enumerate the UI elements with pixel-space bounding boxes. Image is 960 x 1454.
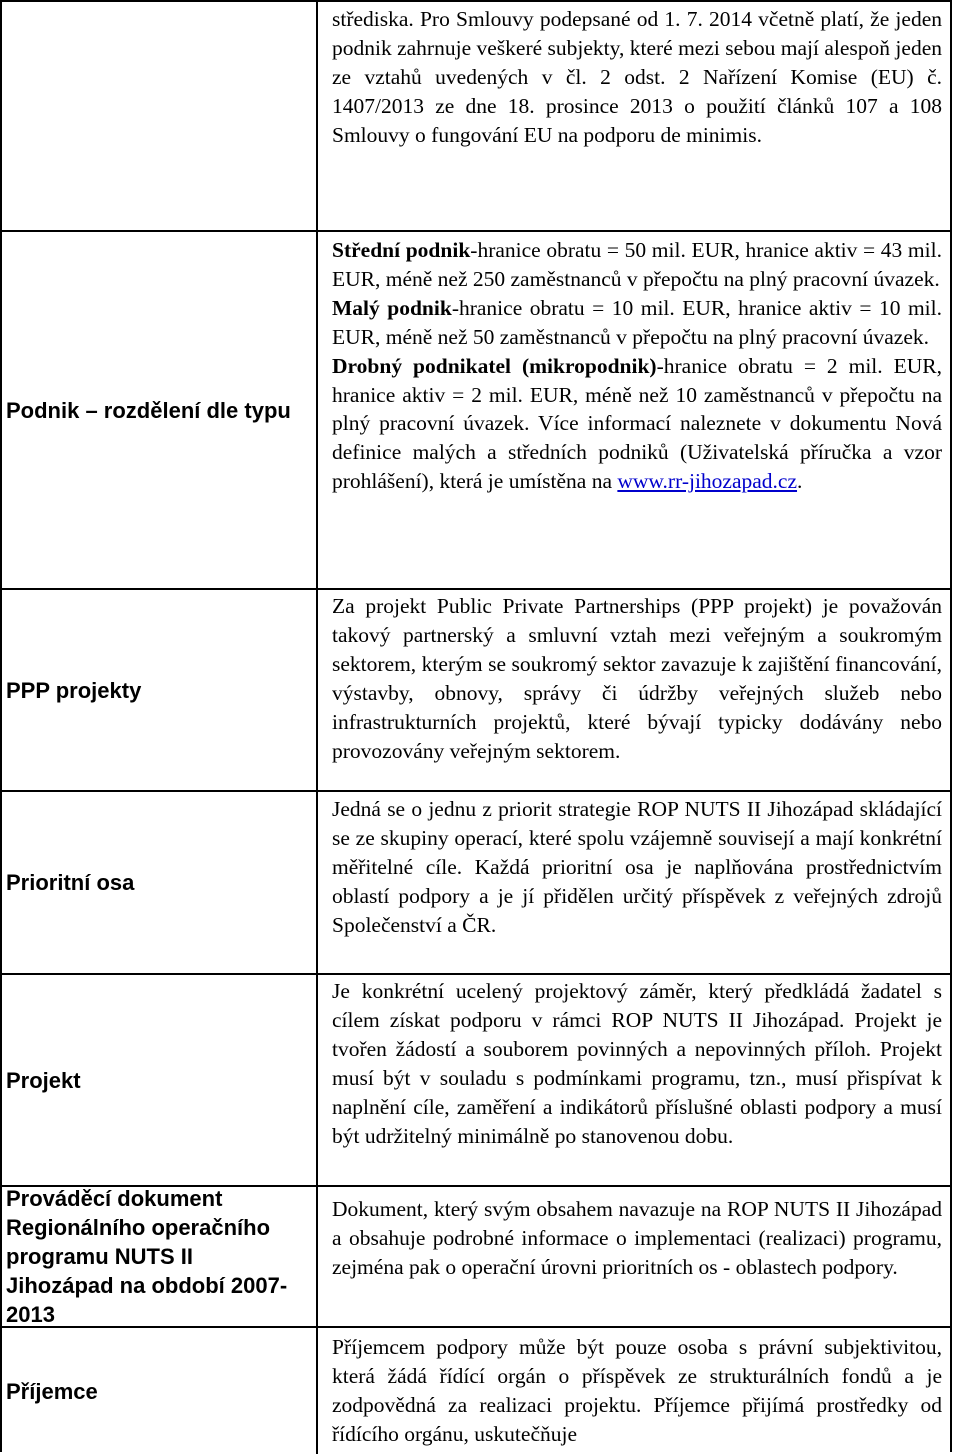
table-row xyxy=(2,1328,950,1454)
term-label: Projekt xyxy=(6,1067,81,1093)
table-row xyxy=(2,1187,950,1328)
small-enterprise-text: -hranice obratu = 10 mil. EUR, hranice aktiv = 10 mil. EUR, méně než 50 zaměstnanců v přepočtu na plný pracovní úvazek. xyxy=(332,295,942,349)
definition-text: Dokument, který svým obsahem navazuje na ROP NUTS II Jihozápad a obsahuje podrobné informace o implementaci (realizaci) programu, zejména pak o operační úrovni prioritních os - oblastech podpory. xyxy=(332,1197,942,1279)
table-row xyxy=(2,232,950,590)
term-label: Prioritní osa xyxy=(6,870,135,895)
definition-text: Jedná se o jednu z priorit strategie ROP NUTS II Jihozápad skládající se ze skupiny operací, které spolu vzájemně souvisejí a mají konkrétní měřitelné cíle. Každá prioritní osa je naplňována prostřednictvím oblastí podpory a je jí přidělen určitý příspěvek z veřejných zdrojů Společenství a ČR. xyxy=(332,797,942,937)
term-cell xyxy=(2,792,318,973)
term-label: Prováděcí dokument Regionálního operačního programu NUTS II Jihozápad na období 2007-2013 xyxy=(6,1186,288,1327)
term-label: Příjemce xyxy=(6,1378,98,1404)
term-label: PPP projekty xyxy=(6,677,142,703)
definition-text: Je konkrétní ucelený projektový záměr, který předkládá žadatel s cílem získat podporu v rámci ROP NUTS II Jihozápad. Projekt je tvořen žádostí a souborem povinných a nepovinných příloh. Projekt musí být v souladu s podmínkami programu, tzn., musí přispívat k naplnění cíle, zaměření a indikátorů příslušné oblasti podpory a musí být udržitelný minimálně po stanovenou dobu. xyxy=(332,979,942,1148)
definition-cell xyxy=(318,792,950,973)
trailing-period: . xyxy=(797,469,803,494)
term-label: Podnik – rozdělení dle typu xyxy=(6,397,291,423)
table-row xyxy=(2,2,950,232)
term-cell xyxy=(2,232,318,588)
small-enterprise-label: Malý podnik xyxy=(332,295,452,320)
definition-cell xyxy=(318,1328,950,1454)
definition-cell xyxy=(318,975,950,1185)
table-row xyxy=(2,590,950,792)
definition-text: Za projekt Public Private Partnerships (PPP projekt) je považován takový partnerský a smluvní vztah mezi veřejným a soukromým sektorem, kterým se soukromý sektor zavazuje k zajištění financování, výstavby, obnovy, správy či údržby veřejných služeb nebo infrastrukturních projektů, které bývají typicky dodávány nebo provozovány veřejným sektorem. xyxy=(332,594,942,763)
definition-cell xyxy=(318,1187,950,1326)
definition-cell xyxy=(318,232,950,588)
micro-enterprise-label: Drobný podnikatel (mikropodnik) xyxy=(332,353,657,378)
definition-text xyxy=(332,236,942,496)
medium-enterprise-label: Střední podnik xyxy=(332,238,471,262)
definition-cell xyxy=(318,2,950,230)
definition-cell xyxy=(318,590,950,790)
term-cell xyxy=(2,975,318,1185)
table-row xyxy=(2,975,950,1187)
table-row xyxy=(2,792,950,975)
micro-enterprise-text: -hranice obratu = 2 mil. EUR, hranice aktiv = 2 mil. EUR, méně než 10 zaměstnanců v přepočtu na plný pracovní úvazek. Více informací naleznete v dokumentu Nová definice malých a středních podniků (Uživatelská příručka a vzor prohlášení), která je umístěna na xyxy=(332,353,942,494)
term-cell xyxy=(2,1328,318,1454)
medium-enterprise-text: -hranice obratu = 50 mil. EUR, hranice aktiv = 43 mil. EUR, méně než 250 zaměstnanců v přepočtu na plný pracovní úvazek. xyxy=(332,238,942,291)
term-cell xyxy=(2,2,318,230)
website-link[interactable]: www.rr-jihozapad.cz xyxy=(617,469,798,494)
term-cell xyxy=(2,590,318,790)
term-cell xyxy=(2,1187,318,1326)
definition-text: střediska. Pro Smlouvy podepsané od 1. 7. 2014 včetně platí, že jeden podnik zahrnuje veškeré subjekty, které mezi sebou mají alespoň jeden ze vztahů uvedených v čl. 2 odst. 2 Nařízení Komise (EU) č. 1407/2013 ze dne 18. prosince 2013 o použití článků 107 a 108 Smlouvy o fungování EU na podporu de minimis. xyxy=(332,7,942,147)
definition-text: Příjemcem podpory může být pouze osoba s právní subjektivitou, která žádá řídící orgán o příspěvek ze strukturálních fondů a je zodpovědná za realizaci projektu. Příjemce přijímá prostředky od řídícího orgánu, uskutečňuje xyxy=(332,1335,942,1446)
